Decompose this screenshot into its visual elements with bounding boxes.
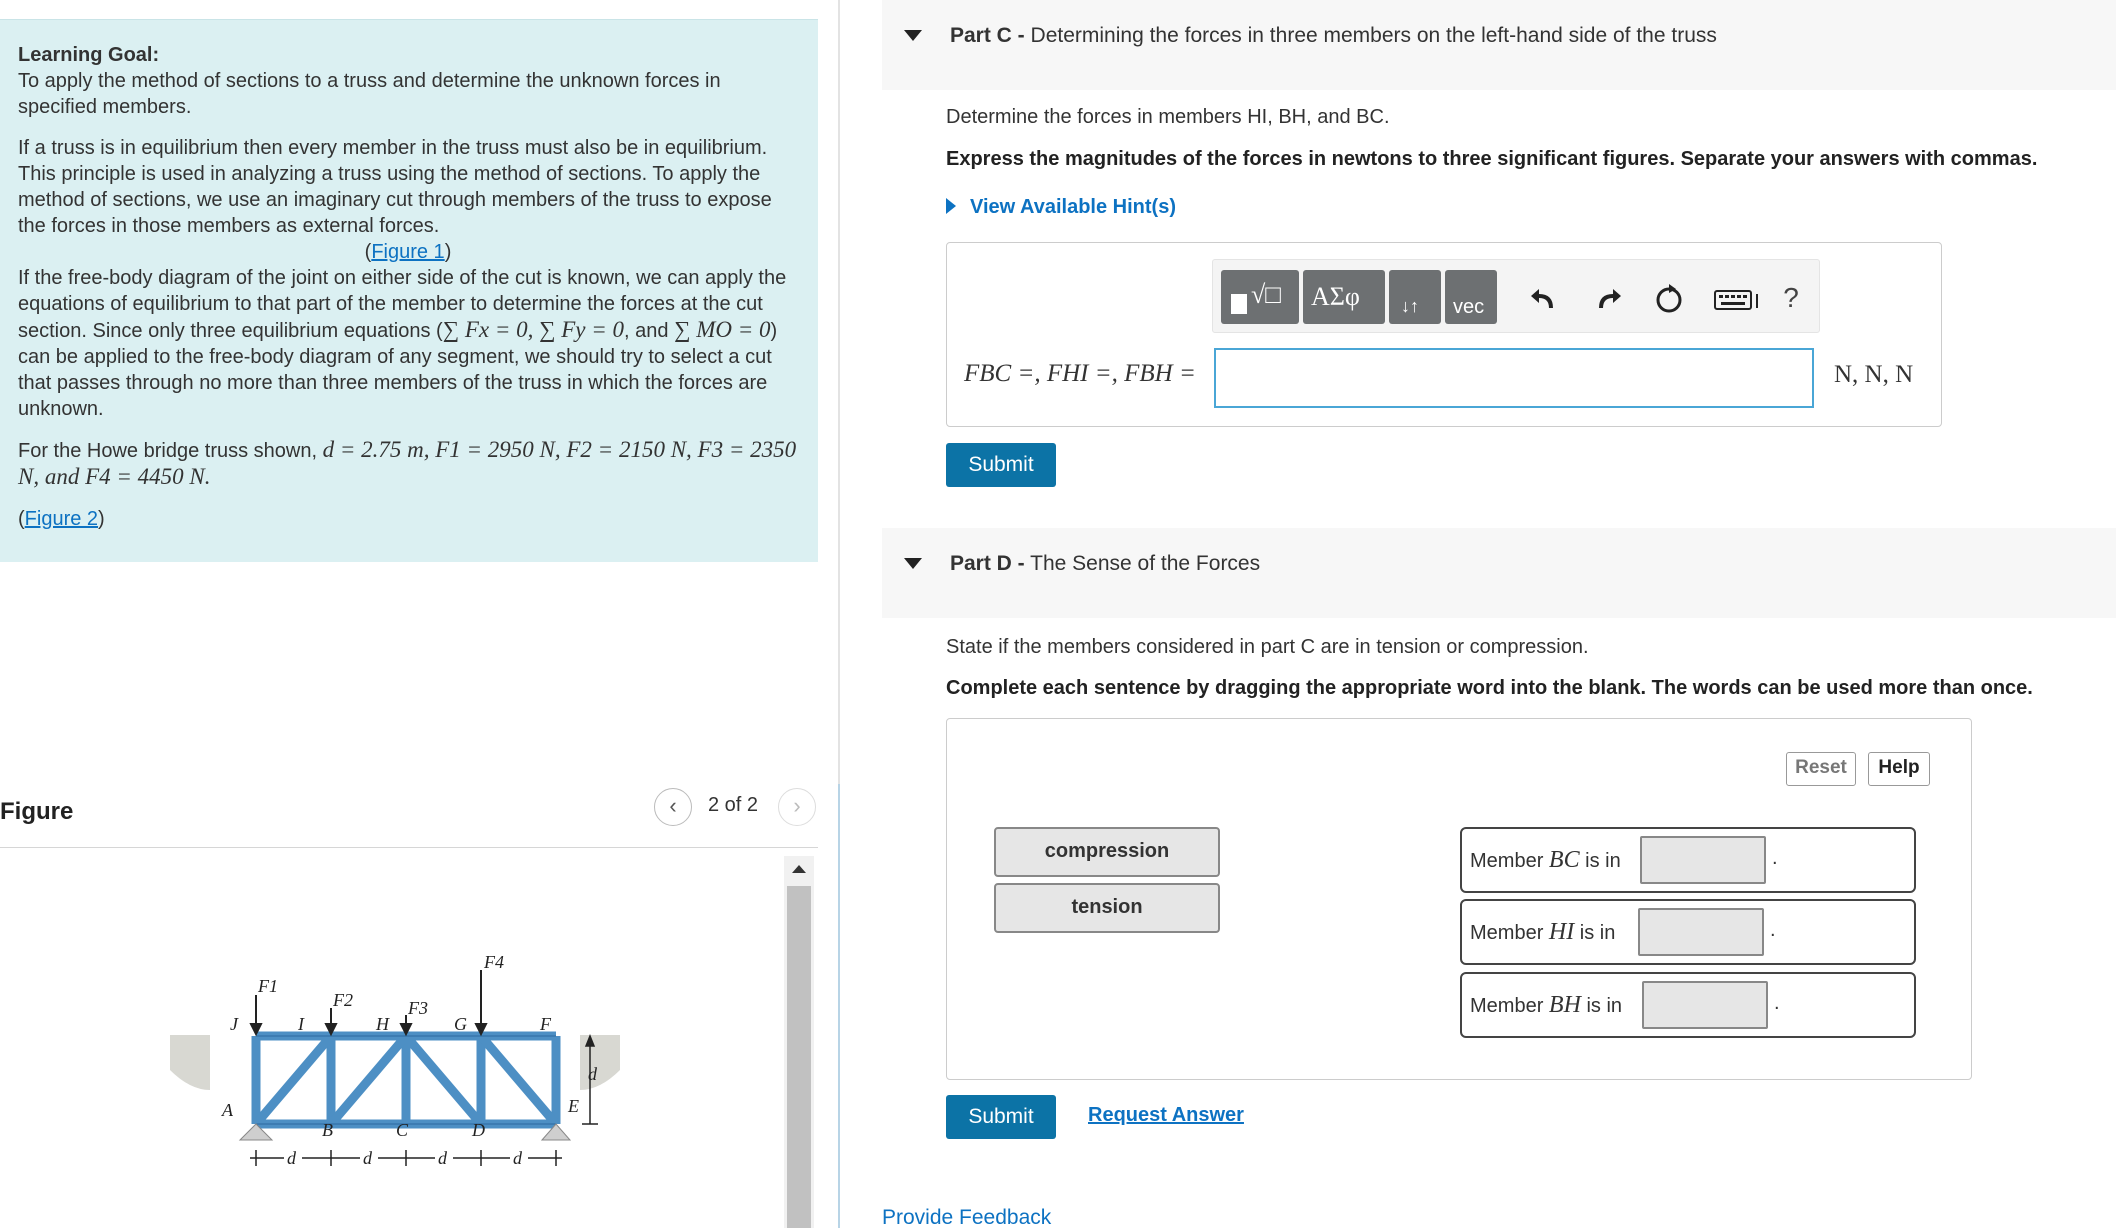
figure-2-link[interactable]: Figure 2 (24, 508, 99, 530)
answer-label: FBC =, FHI =, FBH = (964, 360, 1196, 387)
equation-sum-moments: ∑ MO = 0 (674, 317, 771, 342)
sentence-hi-text (1470, 919, 1615, 946)
howe-truss-diagram (170, 940, 650, 1180)
chevron-left-icon: ‹ (669, 793, 677, 818)
part-c-header[interactable] (882, 0, 2116, 90)
part-c-title (950, 24, 1717, 48)
method-of-sections-paragraph: If a truss is in equilibrium then every member in the truss must also be in equilibrium. This principle is used in analyzing a truss using the method of sections. To apply the method of sections, we use an imaginary cut through members of the truss to expose the forces in those members as external forces. (18, 137, 772, 237)
figure-counter: 2 of 2 (708, 794, 759, 816)
node-label-c: C (396, 1120, 409, 1140)
sentence-bc-prefix: Member (1470, 850, 1549, 872)
equation-sum-forces: ∑ Fx = 0, ∑ Fy = 0 (442, 317, 625, 342)
caret-right-icon (946, 198, 956, 214)
part-c-submit-button[interactable]: Submit (946, 443, 1056, 487)
given-values: d = 2.75 m, F1 = 2950 N, F2 = 2150 N, F3 = 2350 N, and F4 = 4450 N. (18, 437, 797, 489)
panel-divider-accent (838, 784, 840, 1228)
load-label-f2: F2 (333, 990, 353, 1010)
part-d-submit-button[interactable]: Submit (946, 1095, 1056, 1139)
member-ge (481, 1036, 556, 1124)
node-label-g: G (454, 1014, 467, 1034)
templates-label: √□ (1251, 280, 1281, 309)
given-values-intro: For the Howe bridge truss shown, (18, 440, 323, 462)
member-bh (331, 1036, 406, 1124)
sentence-bc-suffix: is in (1579, 850, 1621, 872)
equilibrium-paragraph-start: If the free-body diagram of the joint on either side of the cut is known, we can apply the equations of equilibrium to that part of the member to determine the forces at the cut section. Since only three equilibrium equations ( (18, 267, 787, 342)
keyboard-icon[interactable] (1711, 278, 1763, 318)
sentence-hi-suffix: is in (1574, 922, 1616, 944)
figure-title: Figure (0, 798, 74, 825)
arrows-label: ↓↑ (1401, 296, 1419, 316)
part-d-prefix: Part D - (950, 552, 1025, 575)
drop-target-hi[interactable] (1638, 908, 1764, 956)
scroll-up-arrow-icon[interactable] (784, 856, 814, 882)
scrollbar-thumb[interactable] (787, 886, 811, 1228)
collapse-triangle-icon[interactable] (904, 30, 922, 41)
sentence-hi-end: . (1770, 919, 1776, 941)
equilibrium-paragraph (18, 265, 800, 422)
equilibrium-paragraph-and: , and (624, 320, 669, 342)
sentence-bc (1460, 827, 1916, 893)
part-d-instruction: Complete each sentence by dragging the appropriate word into the blank. The words can be used more than once. (946, 677, 2033, 699)
sentence-bc-member: BC (1548, 847, 1580, 873)
answer-units: N, N, N (1834, 361, 1914, 388)
part-c-prefix: Part C - (950, 24, 1025, 47)
figure-1-link[interactable]: Figure 1 (371, 241, 445, 263)
node-label-b: B (322, 1120, 333, 1140)
word-tension[interactable]: tension (994, 883, 1220, 933)
height-label-d: d (588, 1064, 597, 1084)
sentence-bh-member: BH (1548, 992, 1581, 1018)
load-label-f1: F1 (258, 976, 278, 996)
part-c-instruction: Express the magnitudes of the forces in newtons to three significant figures. Separate your answers with commas. (946, 148, 2038, 170)
view-hints-label: View Available Hint(s) (970, 196, 1176, 218)
drop-target-bh[interactable] (1642, 981, 1768, 1029)
sentence-bh-end: . (1774, 992, 1780, 1014)
collapse-triangle-icon[interactable] (904, 558, 922, 569)
span-label-2: d (363, 1148, 372, 1168)
node-label-a: A (222, 1100, 233, 1120)
learning-goal-text: To apply the method of sections to a truss and determine the unknown forces in specified members. (18, 70, 721, 118)
node-label-j: J (230, 1014, 238, 1034)
sentence-hi-prefix: Member (1470, 922, 1549, 944)
answer-input[interactable] (1214, 348, 1814, 408)
math-toolbar (1212, 259, 1820, 333)
greek-symbols-button[interactable] (1303, 270, 1385, 324)
vector-label: vec (1453, 296, 1485, 318)
part-d-prompt: State if the members considered in part C are in tension or compression. (946, 636, 1589, 658)
help-button[interactable]: Help (1868, 752, 1930, 786)
drop-target-bc[interactable] (1640, 836, 1766, 884)
reset-icon[interactable] (1649, 278, 1689, 318)
figure-header (0, 788, 818, 848)
load-label-f3: F3 (408, 998, 428, 1018)
node-label-i: I (298, 1014, 304, 1034)
next-figure-button[interactable] (778, 788, 816, 826)
part-d-header[interactable] (882, 528, 2116, 618)
sentence-bh-text (1470, 992, 1622, 1019)
square-icon (1231, 294, 1247, 314)
chevron-right-icon: › (793, 793, 801, 818)
given-values-paragraph (18, 437, 800, 491)
span-label-4: d (513, 1148, 522, 1168)
sentence-hi (1460, 899, 1916, 965)
figure-scrollbar[interactable] (784, 856, 814, 1228)
undo-icon[interactable] (1525, 278, 1565, 318)
part-c-prompt: Determine the forces in members HI, BH, and BC. (946, 106, 1390, 128)
span-label-1: d (287, 1148, 296, 1168)
greek-symbols-label: ΑΣφ (1311, 282, 1360, 311)
help-icon[interactable]: ? (1783, 282, 1799, 313)
previous-figure-button[interactable] (654, 788, 692, 826)
part-d-title-text: The Sense of the Forces (1030, 552, 1261, 575)
part-d-title (950, 552, 1260, 576)
sentence-hi-member: HI (1548, 919, 1575, 945)
learning-goal-box: Learning Goal: To apply the method of sections to a truss and determine the unknown forces in specified members. If a truss is in equilibrium then every member in the truss must also be in equilibrium. This principle is used in analyzing a truss using the method of sections. To apply the method of sections, we use an imaginary cut through members of the truss to expose the forces in those members as external forces. (Figure 1) If the free-body diagram of the joint on either side of the cut is known, we can apply the equations of equilibrium to that part of the member to determine the forces at the cut section. Since only three equilibrium equations (∑ Fx = 0, ∑ Fy = 0, and ∑ MO = 0) can be applied to the free-body diagram of any segment, we should try to select a cut that passes through no more than three members of the truss in which the forces are unknown. For the Howe bridge truss shown, d = 2.75 m, F1 = 2950 N, F2 = 2150 N, F3 = 2350 N, and F4 = 4450 N. (Figure 2) (0, 19, 818, 562)
templates-button[interactable] (1221, 270, 1299, 324)
node-label-e: E (568, 1096, 579, 1116)
equilibrium-paragraph-end: ) can be applied to the free-body diagram of any segment, we should try to select a cut that passes through no more than three members of the truss in which the forces are unknown. (18, 320, 778, 420)
vector-button[interactable] (1445, 270, 1497, 324)
load-label-f4: F4 (484, 952, 504, 972)
left-ground (170, 1035, 210, 1090)
sentence-bh-suffix: is in (1580, 995, 1623, 1017)
node-label-h: H (376, 1014, 389, 1034)
span-label-3: d (438, 1148, 447, 1168)
part-c-title-text: Determining the forces in three members on the left-hand side of the truss (1030, 24, 1717, 47)
member-hd (406, 1036, 481, 1124)
arrows-button[interactable] (1389, 270, 1441, 324)
problem-statement-panel (0, 0, 830, 1228)
sentence-bh (1460, 972, 1916, 1038)
request-answer-link[interactable]: Request Answer (1088, 1104, 1244, 1126)
reset-button[interactable]: Reset (1786, 752, 1856, 786)
provide-feedback-link[interactable]: Provide Feedback (882, 1206, 1052, 1229)
truss-members (256, 1036, 556, 1124)
node-label-d: D (472, 1120, 485, 1140)
sentence-bc-end: . (1772, 847, 1778, 869)
node-label-f: F (540, 1014, 551, 1034)
member-ai (256, 1036, 331, 1124)
sentence-bh-prefix: Member (1470, 995, 1549, 1017)
word-compression[interactable]: compression (994, 827, 1220, 877)
redo-icon[interactable] (1587, 278, 1627, 318)
right-ground (580, 1035, 620, 1090)
sentence-bc-text (1470, 847, 1621, 874)
learning-goal-title: Learning Goal: (18, 44, 160, 66)
view-hints-link[interactable] (946, 196, 1176, 219)
